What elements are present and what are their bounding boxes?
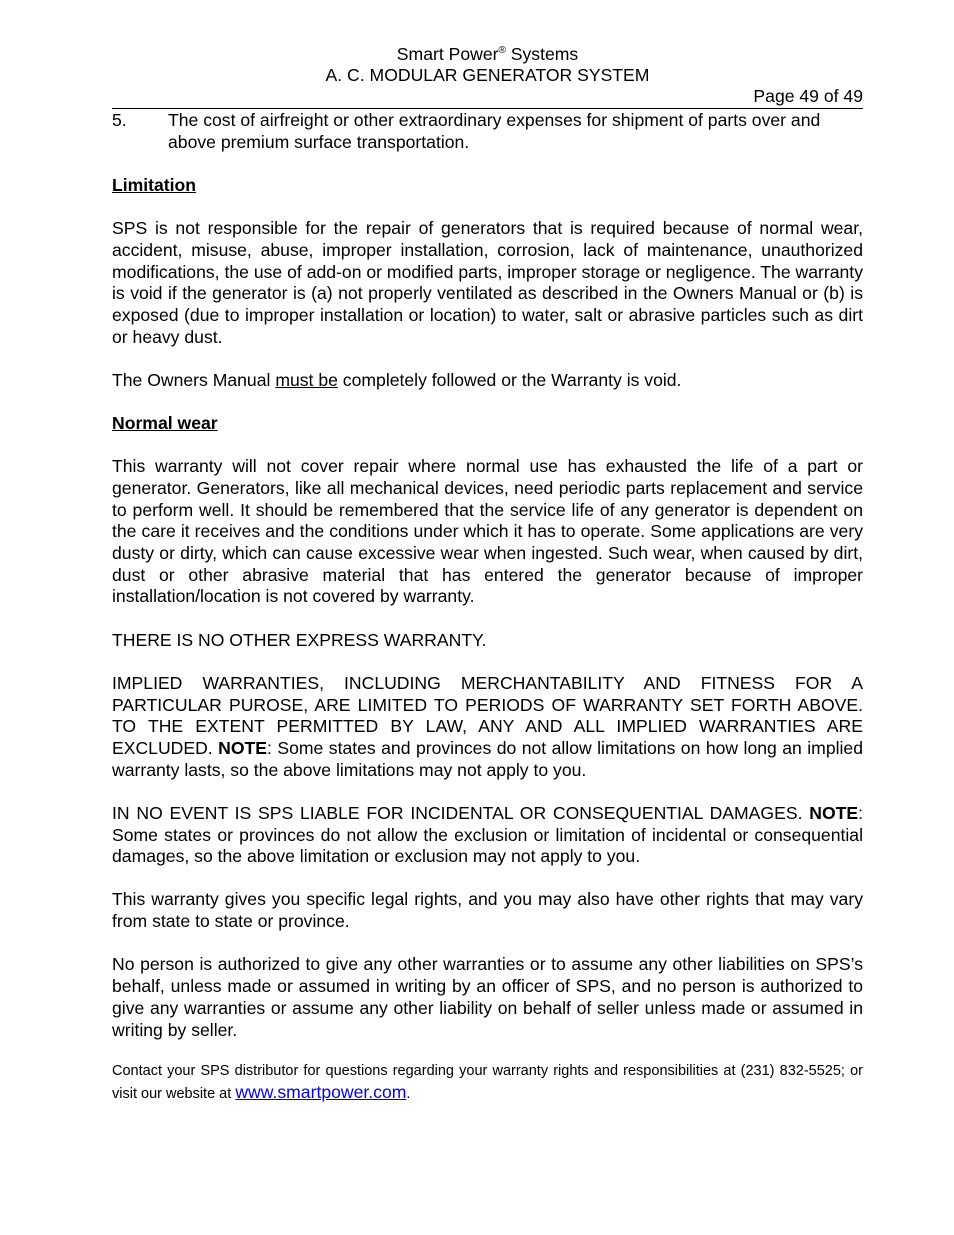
owners-manual-paragraph: The Owners Manual must be completely followed or the Warranty is void. <box>112 369 682 390</box>
list-item-text: The cost of airfreight or other extraordinary expenses for shipment of parts over and above premium surface transportation. <box>168 110 821 152</box>
limitation-heading: Limitation <box>112 174 197 195</box>
no-other-warranty-paragraph: THERE IS NO OTHER EXPRESS WARRANTY. <box>112 629 487 650</box>
no-person-paragraph: No person is authorized to give any other warranties or to assume any other liabilities on SPS’s behalf, unless made or assumed in writing by an officer of SPS, and no person is authorized to give any warranties or assume any other liability on behalf of seller unless made or assumed in writing by seller. <box>112 954 863 1040</box>
header-subtitle: A. C. MODULAR GENERATOR SYSTEM <box>325 65 650 85</box>
note-label: NOTE <box>218 737 268 758</box>
legal-rights-paragraph: This warranty gives you specific legal rights, and you may also have other rights that may vary from state to state or province. <box>112 889 863 932</box>
header-divider <box>112 108 863 109</box>
contact-paragraph: Contact your SPS distributor for questions regarding your warranty rights and responsibilities at (231) 832-5525; or visit our website at www.smartpower.com. <box>112 1063 863 1103</box>
page-number: Page 49 of 49 <box>753 86 863 106</box>
normal-wear-paragraph: This warranty will not cover repair where normal use has exhausted the life of a part or generator. Generators, like all mechanical devices, need periodic parts replacement and service to perform well. It should be remembered that the service life of any generator is dependent on the care it receives and the conditions under which it has to operate. Some applications are very dusty or dirty, which can cause excessive wear when ingested. Such wear, when caused by dirt, dust or other abrasive material that has entered the generator because of improper installation/location is not covered by warranty. <box>112 456 863 607</box>
list-item-number: 5. <box>112 110 127 130</box>
page-header <box>112 44 863 86</box>
normal-wear-heading: Normal wear <box>112 413 218 434</box>
note-label: NOTE <box>809 802 859 823</box>
implied-warranties-paragraph: IMPLIED WARRANTIES, INCLUDING MERCHANTABILITY AND FITNESS FOR A PARTICULAR PUROSE, ARE LIMITED TO PERIODS OF WARRANTY SET FORTH ABOVE. TO THE EXTENT PERMITTED BY LAW, ANY AND ALL IMPLIED WARRANTIES ARE EXCLUDED. NOTE: Some states and provinces do not allow limitations on how long an implied warranty lasts, so the above limitations may not apply to you. <box>112 672 863 780</box>
limitation-paragraph: SPS is not responsible for the repair of generators that is required because of normal wear, accident, misuse, abuse, improper installation, corrosion, lack of maintenance, unauthorized modifications, the use of add-on or modified parts, improper storage or negligence. The warranty is void if the generator is (a) not properly ventilated as described in the Owners Manual or (b) is exposed (due to improper installation or location) to water, salt or abrasive particles such as dirt or heavy dust. <box>112 218 863 347</box>
must-be-emphasis: must be <box>275 369 338 390</box>
list-item-5 <box>112 110 863 153</box>
header-brand: Smart Power® Systems <box>396 44 579 64</box>
no-event-paragraph: IN NO EVENT IS SPS LIABLE FOR INCIDENTAL OR CONSEQUENTIAL DAMAGES. NOTE: Some states or provinces do not allow the exclusion or limitation of incidental or consequential damages, so the above limitation or exclusion may not apply to you. <box>112 802 863 867</box>
registered-mark: ® <box>498 45 506 56</box>
website-link[interactable]: www.smartpower.com <box>235 1082 407 1103</box>
document-page <box>112 0 863 1105</box>
